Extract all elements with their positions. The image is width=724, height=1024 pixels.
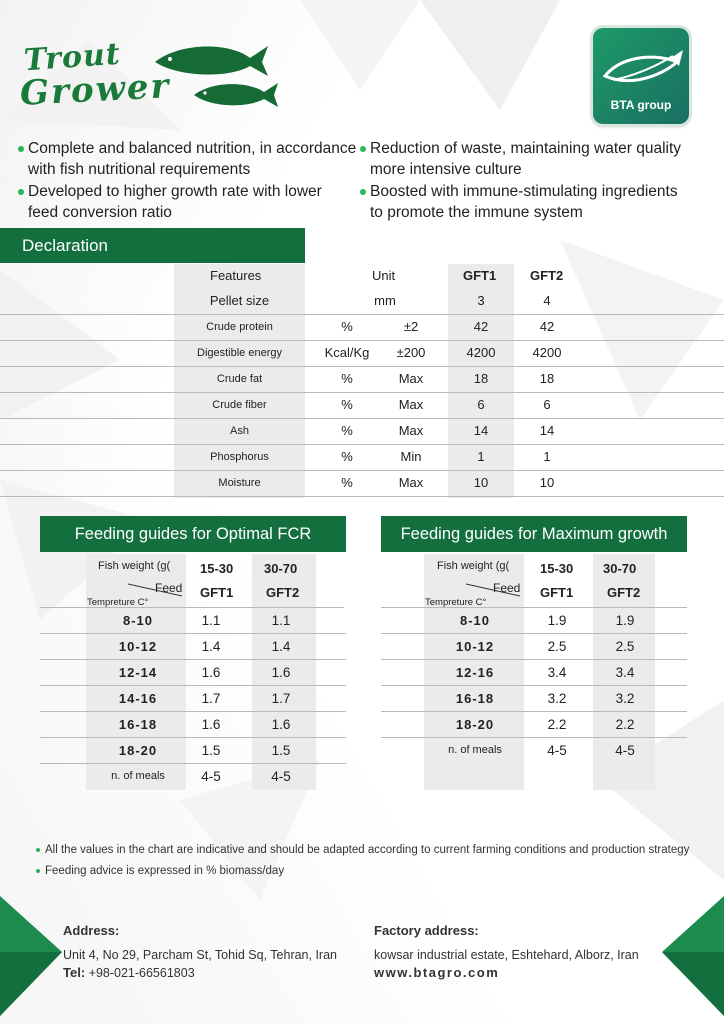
- feed-rate: 3.2: [615, 691, 635, 706]
- product-title-line1: Trout: [22, 36, 122, 79]
- feeding-row: [381, 634, 687, 660]
- declaration-cell-feature: Ash: [230, 425, 249, 437]
- gft2-label: GFT2: [266, 585, 300, 600]
- meals-value: 4-5: [201, 769, 221, 784]
- meals-label: n. of meals: [111, 770, 165, 782]
- declaration-cell-feature: Moisture: [218, 477, 261, 489]
- weight-30-70: 30-70: [603, 561, 637, 576]
- factory-address-block: [374, 922, 639, 982]
- meals-value: 4-5: [547, 743, 567, 758]
- bta-brand-logo: [593, 28, 689, 124]
- temperature-range: 10-12: [455, 639, 495, 654]
- gft2-label: GFT2: [607, 585, 641, 600]
- meals-row: [40, 764, 346, 789]
- gft1-label: GFT1: [200, 585, 234, 600]
- declaration-cell-feature: Pellet size: [209, 293, 270, 308]
- bullet-dot-icon: [360, 189, 366, 195]
- note-item: All the values in the chart are indicative and should be adapted according to current farming conditions and production strategy: [36, 844, 689, 856]
- declaration-cell-tol: Max: [398, 371, 424, 386]
- feed-rate: 3.2: [547, 691, 567, 706]
- feed-rate: 2.5: [615, 639, 635, 654]
- feeding-row: [40, 712, 346, 738]
- unit-header: Unit: [372, 268, 396, 283]
- declaration-cell-gft1: 18: [473, 371, 489, 386]
- corner-decoration-right: [660, 896, 724, 1024]
- fish-weight-label: Fish weight (g(: [98, 560, 171, 572]
- temperature-range: 18-20: [455, 717, 495, 732]
- declaration-cell-feature: Crude protein: [206, 321, 273, 333]
- declaration-cell-tol: Min: [400, 449, 422, 464]
- bullet-dot-icon: [18, 146, 24, 152]
- declaration-cell-tol: Max: [398, 475, 424, 490]
- tel-value: +98-021-66561803: [88, 966, 195, 980]
- declaration-cell-tol: Max: [398, 397, 424, 412]
- feed-label: Feed: [155, 581, 183, 595]
- feed-rate: 1.7: [271, 691, 291, 706]
- gft1-header: GFT1: [463, 268, 497, 283]
- meals-row: [381, 738, 687, 763]
- temperature-range: 8-10: [122, 613, 154, 628]
- feed-rate: 2.2: [547, 717, 567, 732]
- feed-rate: 1.6: [201, 665, 221, 680]
- bullet-dot-icon: [36, 869, 40, 873]
- bullet-item: Boosted with immune-stimulating ingredients to promote the immune system: [360, 181, 678, 223]
- declaration-cell-tol: [376, 288, 446, 314]
- address-block: [63, 922, 337, 982]
- declaration-cell-unit: %: [341, 423, 353, 438]
- declaration-cell-gft2: 4: [543, 293, 551, 308]
- fish-logo-icon: [593, 36, 689, 106]
- feed-label: Feed: [493, 581, 521, 595]
- temperature-range: 16-18: [455, 691, 495, 706]
- features-header: Features: [210, 268, 262, 283]
- bullet-dot-icon: [18, 189, 24, 195]
- declaration-cell-gft2: 18: [539, 371, 555, 386]
- feed-rate: 1.1: [271, 613, 291, 628]
- meals-value: 4-5: [271, 769, 291, 784]
- feed-rate: 1.6: [271, 665, 291, 680]
- product-title-line2: Grower: [19, 66, 172, 114]
- gft2-header: GFT2: [530, 268, 564, 283]
- feeding-row: [381, 660, 687, 686]
- declaration-row: [0, 418, 724, 445]
- declaration-row: [0, 470, 724, 497]
- feed-rate: 1.6: [201, 717, 221, 732]
- fcr-table-title: Feeding guides for Optimal FCR: [40, 516, 346, 552]
- weight-15-30: 15-30: [200, 561, 234, 576]
- growth-table-title: Feeding guides for Maximum growth: [381, 516, 687, 552]
- feeding-row: [40, 738, 346, 764]
- tel-label: Tel:: [63, 965, 86, 980]
- declaration-cell-tol: Max: [398, 423, 424, 438]
- weight-30-70: 30-70: [264, 561, 298, 576]
- feeding-row: [381, 686, 687, 712]
- declaration-cell-feature: Crude fiber: [212, 399, 267, 411]
- temperature-label: Tempreture C°: [87, 597, 149, 608]
- declaration-cell-gft2: 1: [543, 449, 551, 464]
- feed-rate: 1.5: [271, 743, 291, 758]
- declaration-cell-feature: Digestible energy: [197, 347, 282, 359]
- corner-decoration-left: [0, 896, 66, 1024]
- declaration-cell-gft2: 4200: [532, 345, 562, 360]
- factory-address-text: kowsar industrial estate, Eshtehard, Alborz, Iran: [374, 948, 639, 962]
- feed-rate: 1.4: [201, 639, 221, 654]
- declaration-row: [0, 288, 724, 315]
- temperature-label: Tempreture C°: [425, 597, 487, 608]
- temperature-range: 12-14: [118, 665, 158, 680]
- feed-rate: 2.2: [615, 717, 635, 732]
- declaration-cell-unit: Kcal/Kg: [324, 345, 370, 360]
- declaration-cell-unit: %: [341, 397, 353, 412]
- declaration-cell-gft1: 6: [477, 397, 485, 412]
- declaration-cell-feature: Crude fat: [216, 373, 263, 385]
- brand-name: BTA group: [610, 98, 672, 112]
- declaration-cell-gft1: 4200: [466, 345, 496, 360]
- feeding-row: [381, 608, 687, 634]
- declaration-row: [0, 314, 724, 341]
- declaration-cell-gft2: 14: [539, 423, 555, 438]
- declaration-title: Declaration: [0, 228, 305, 263]
- declaration-row: [0, 340, 724, 367]
- declaration-cell-unit: %: [341, 371, 353, 386]
- declaration-cell-unit: %: [341, 475, 353, 490]
- declaration-cell-gft1: 1: [477, 449, 485, 464]
- declaration-cell-gft1: 42: [473, 319, 489, 334]
- bullet-dot-icon: [36, 848, 40, 852]
- declaration-cell-unit: mm: [374, 293, 396, 308]
- gft1-label: GFT1: [540, 585, 574, 600]
- factory-label: Factory address:: [374, 923, 479, 938]
- bullet-item: Developed to higher growth rate with lower feed conversion ratio: [18, 181, 322, 223]
- diagonal-divider: [466, 582, 522, 598]
- temperature-range: 8-10: [459, 613, 491, 628]
- temperature-range: 10-12: [118, 639, 158, 654]
- feeding-row: [40, 686, 346, 712]
- notes: [36, 844, 689, 886]
- temperature-range: 18-20: [118, 743, 158, 758]
- bullet-item: Reduction of waste, maintaining water quality more intensive culture: [360, 138, 681, 180]
- declaration-row: [0, 392, 724, 419]
- feeding-row: [381, 712, 687, 738]
- meals-label: n. of meals: [448, 744, 502, 756]
- declaration-row: [0, 366, 724, 393]
- declaration-cell-gft1: 3: [477, 293, 485, 308]
- feed-rate: 1.9: [547, 613, 567, 628]
- feed-rate: 1.4: [271, 639, 291, 654]
- feed-rate: 2.5: [547, 639, 567, 654]
- trout-icon: [150, 40, 270, 80]
- feed-rate: 3.4: [615, 665, 635, 680]
- feeding-row: [40, 660, 346, 686]
- meals-value: 4-5: [615, 743, 635, 758]
- declaration-cell-tol: ±2: [403, 319, 419, 334]
- declaration-row: [0, 444, 724, 471]
- feed-rate: 3.4: [547, 665, 567, 680]
- bullet-dot-icon: [360, 146, 366, 152]
- feed-rate: 1.1: [201, 613, 221, 628]
- feeding-row: [40, 634, 346, 660]
- declaration-cell-tol: ±200: [396, 345, 426, 360]
- weight-15-30: 15-30: [540, 561, 574, 576]
- declaration-cell-unit: %: [341, 319, 353, 334]
- declaration-cell-gft2: 42: [539, 319, 555, 334]
- temperature-range: 14-16: [118, 691, 158, 706]
- feed-rate: 1.6: [271, 717, 291, 732]
- declaration-cell-gft2: 6: [543, 397, 551, 412]
- feed-rate: 1.7: [201, 691, 221, 706]
- feed-rate: 1.9: [615, 613, 635, 628]
- temperature-range: 12-16: [455, 665, 495, 680]
- declaration-cell-gft1: 14: [473, 423, 489, 438]
- declaration-cell-unit: %: [341, 449, 353, 464]
- bullet-item: Complete and balanced nutrition, in accordance with fish nutritional requirements: [18, 138, 356, 180]
- feeding-row: [40, 608, 346, 634]
- feed-rate: 1.5: [201, 743, 221, 758]
- fish-weight-label: Fish weight (g(: [437, 560, 510, 572]
- diagonal-divider: [128, 582, 184, 598]
- address-label: Address:: [63, 923, 120, 938]
- temperature-range: 16-18: [118, 717, 158, 732]
- trout-small-icon: [190, 78, 280, 110]
- declaration-cell-gft2: 10: [539, 475, 555, 490]
- note-item: Feeding advice is expressed in % biomass/day: [36, 865, 689, 877]
- declaration-cell-gft1: 10: [473, 475, 489, 490]
- declaration-cell-feature: Phosphorus: [210, 451, 269, 463]
- address-text: Unit 4, No 29, Parcham St, Tohid Sq, Tehran, Iran: [63, 948, 337, 962]
- website-link[interactable]: www.btagro.com: [374, 965, 500, 980]
